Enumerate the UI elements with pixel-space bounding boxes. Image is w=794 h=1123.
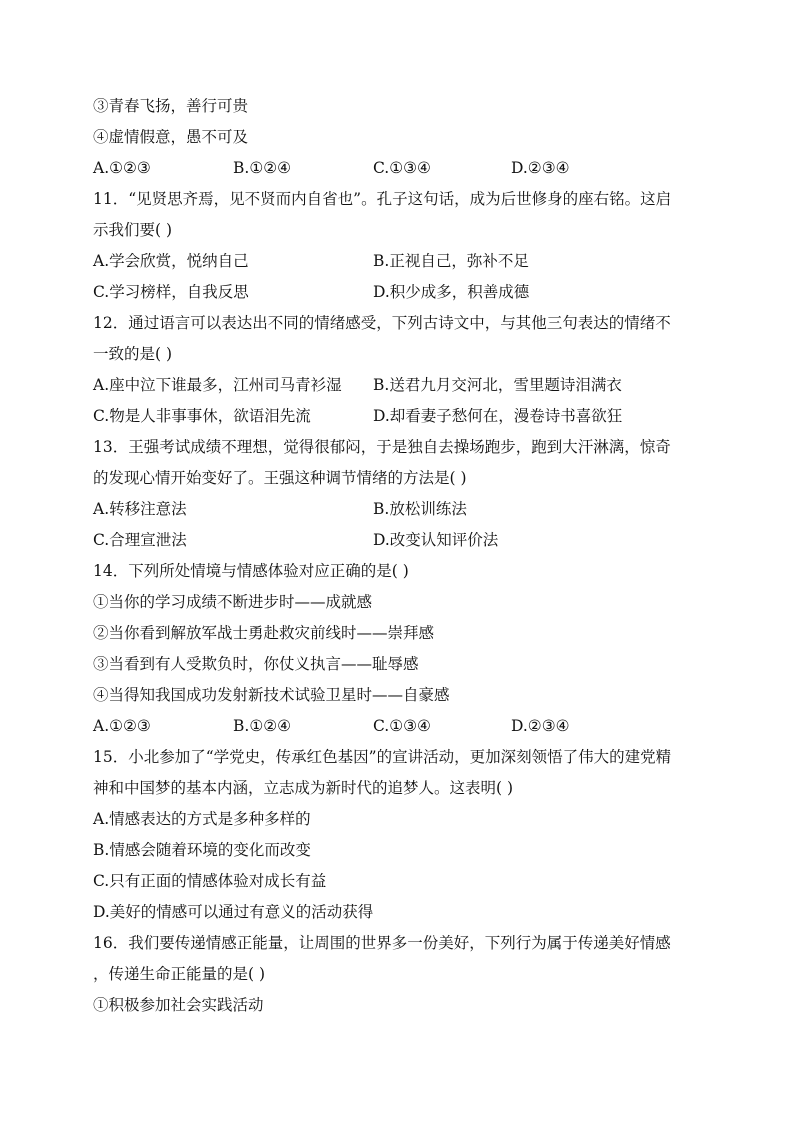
q10-option-d: D.②③④ xyxy=(511,159,570,177)
q10-option-c: C.①③④ xyxy=(373,159,431,177)
q14-option-c: C.①③④ xyxy=(373,717,431,735)
q12-option-c: C.物是人非事事休，欲语泪先流 xyxy=(93,407,311,425)
q16-statement-1: ①积极参加社会实践活动 xyxy=(93,996,264,1014)
q15-option-d: D.美好的情感可以通过有意义的活动获得 xyxy=(93,903,374,921)
q14-option-b: B.①②④ xyxy=(233,717,292,735)
q12-option-a: A.座中泣下谁最多，江州司马青衫湿 xyxy=(93,376,342,394)
q15-stem-line-2: 神和中国梦的基本内涵，立志成为新时代的追梦人。这表明( ) xyxy=(93,779,514,797)
q14-statement-3: ③当看到有人受欺负时，你仗义执言——耻辱感 xyxy=(93,655,419,673)
q15-option-b: B.情感会随着环境的变化而改变 xyxy=(93,841,311,859)
q10-option-a: A.①②③ xyxy=(93,159,151,177)
q14-option-a: A.①②③ xyxy=(93,717,151,735)
q11-stem-line-1: 11．“见贤思齐焉，见不贤而内自省也”。孔子这句话，成为后世修身的座右铭。这启 xyxy=(93,190,672,208)
q13-stem-line-1: 13．王强考试成绩不理想，觉得很郁闷，于是独自去操场跑步，跑到大汗淋漓，惊奇 xyxy=(93,438,671,456)
q12-stem-line-2: 一致的是( ) xyxy=(93,345,173,363)
q10-option-b: B.①②④ xyxy=(233,159,292,177)
q15-option-c: C.只有正面的情感体验对成长有益 xyxy=(93,872,327,890)
q11-option-c: C.学习榜样，自我反思 xyxy=(93,283,249,301)
q11-option-b: B.正视自己，弥补不足 xyxy=(373,252,529,270)
q16-stem-line-2: ，传递生命正能量的是( ) xyxy=(93,965,266,983)
q14-option-d: D.②③④ xyxy=(511,717,570,735)
q10-statement-3: ③青春飞扬，善行可贵 xyxy=(93,97,249,115)
q14-stem: 14．下列所处情境与情感体验对应正确的是( ) xyxy=(93,562,409,580)
q15-stem-line-1: 15．小北参加了“学党史，传承红色基因”的宣讲活动，更加深刻领悟了伟大的建党精 xyxy=(93,748,672,766)
q12-option-b: B.送君九月交河北，雪里题诗泪满衣 xyxy=(373,376,622,394)
q11-stem-line-2: 示我们要( ) xyxy=(93,221,173,239)
q11-option-d: D.积少成多，积善成德 xyxy=(373,283,530,301)
q13-option-a: A.转移注意法 xyxy=(93,500,187,518)
q14-statement-4: ④当得知我国成功发射新技术试验卫星时——自豪感 xyxy=(93,686,450,704)
q12-stem-line-1: 12．通过语言可以表达出不同的情绪感受，下列古诗文中，与其他三句表达的情绪不 xyxy=(93,314,671,332)
q14-statement-1: ①当你的学习成绩不断进步时——成就感 xyxy=(93,593,373,611)
q13-option-d: D.改变认知评价法 xyxy=(373,531,499,549)
q13-option-b: B.放松训练法 xyxy=(373,500,467,518)
q15-option-a: A.情感表达的方式是多种多样的 xyxy=(93,810,311,828)
q14-statement-2: ②当你看到解放军战士勇赴救灾前线时——崇拜感 xyxy=(93,624,435,642)
q16-stem-line-1: 16．我们要传递情感正能量，让周围的世界多一份美好，下列行为属于传递美好情感 xyxy=(93,934,671,952)
q13-option-c: C.合理宣泄法 xyxy=(93,531,187,549)
q12-option-d: D.却看妻子愁何在，漫卷诗书喜欲狂 xyxy=(373,407,623,425)
q11-option-a: A.学会欣赏，悦纳自己 xyxy=(93,252,249,270)
q13-stem-line-2: 的发现心情开始变好了。王强这种调节情绪的方法是( ) xyxy=(93,469,467,487)
q10-statement-4: ④虚情假意，愚不可及 xyxy=(93,128,249,146)
